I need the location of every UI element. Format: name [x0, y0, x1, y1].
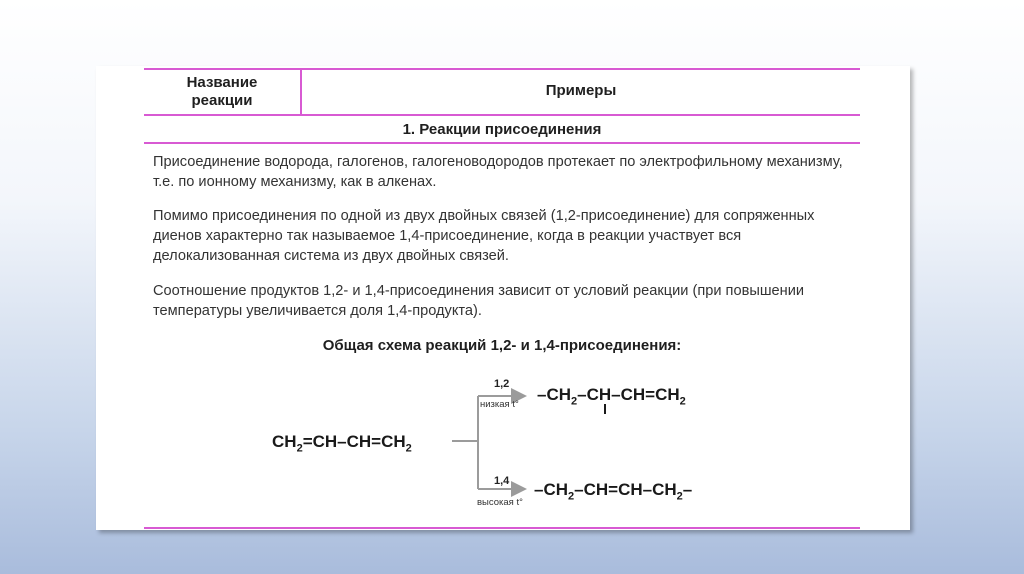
- reactant-butadiene: $CH_2=CH-CH=CH_2$: [272, 432, 412, 455]
- reaction-arrows: [96, 66, 910, 530]
- paragraph-mechanism: Присоединение водорода, галогенов, галогеноводородов протекает по электрофильному механизму, т.е. по ионному механизму, как в алкенах.: [153, 154, 843, 190]
- header-name-line2: реакции: [191, 92, 253, 109]
- condition-low-temp: низкая t°: [480, 399, 519, 410]
- condition-high-temp: высокая t°: [477, 497, 523, 508]
- section-title: 1. Реакции присоединения: [402, 121, 602, 138]
- scheme-title: Общая схема реакций 1,2- и 1,4-присоединения:: [322, 337, 682, 354]
- label-14: 1,4: [494, 475, 510, 487]
- paragraph-product-ratio: Соотношение продуктов 1,2- и 1,4-присоединения зависит от условий реакции (при повышении температуры увеличивается доля 1,4-продукта).: [153, 283, 805, 319]
- header-examples: Примеры: [545, 82, 617, 99]
- header-name-line1: Название: [186, 74, 258, 91]
- paragraph-14-addition: Помимо присоединения по одной из двух двойных связей (1,2-присоединение) для сопряженных диенов характерно так называемое 1,4-присоединение, когда в реакции участвует вся делокализованная система из двух двойных связей.: [153, 208, 815, 264]
- label-12: 1,2: [494, 378, 510, 390]
- slide: [96, 66, 910, 530]
- product-14: $-CH_2-CH=CH-CH_2-$: [534, 480, 693, 503]
- product-12: $-CH_2-CH-CH=CH_2$: [537, 385, 686, 408]
